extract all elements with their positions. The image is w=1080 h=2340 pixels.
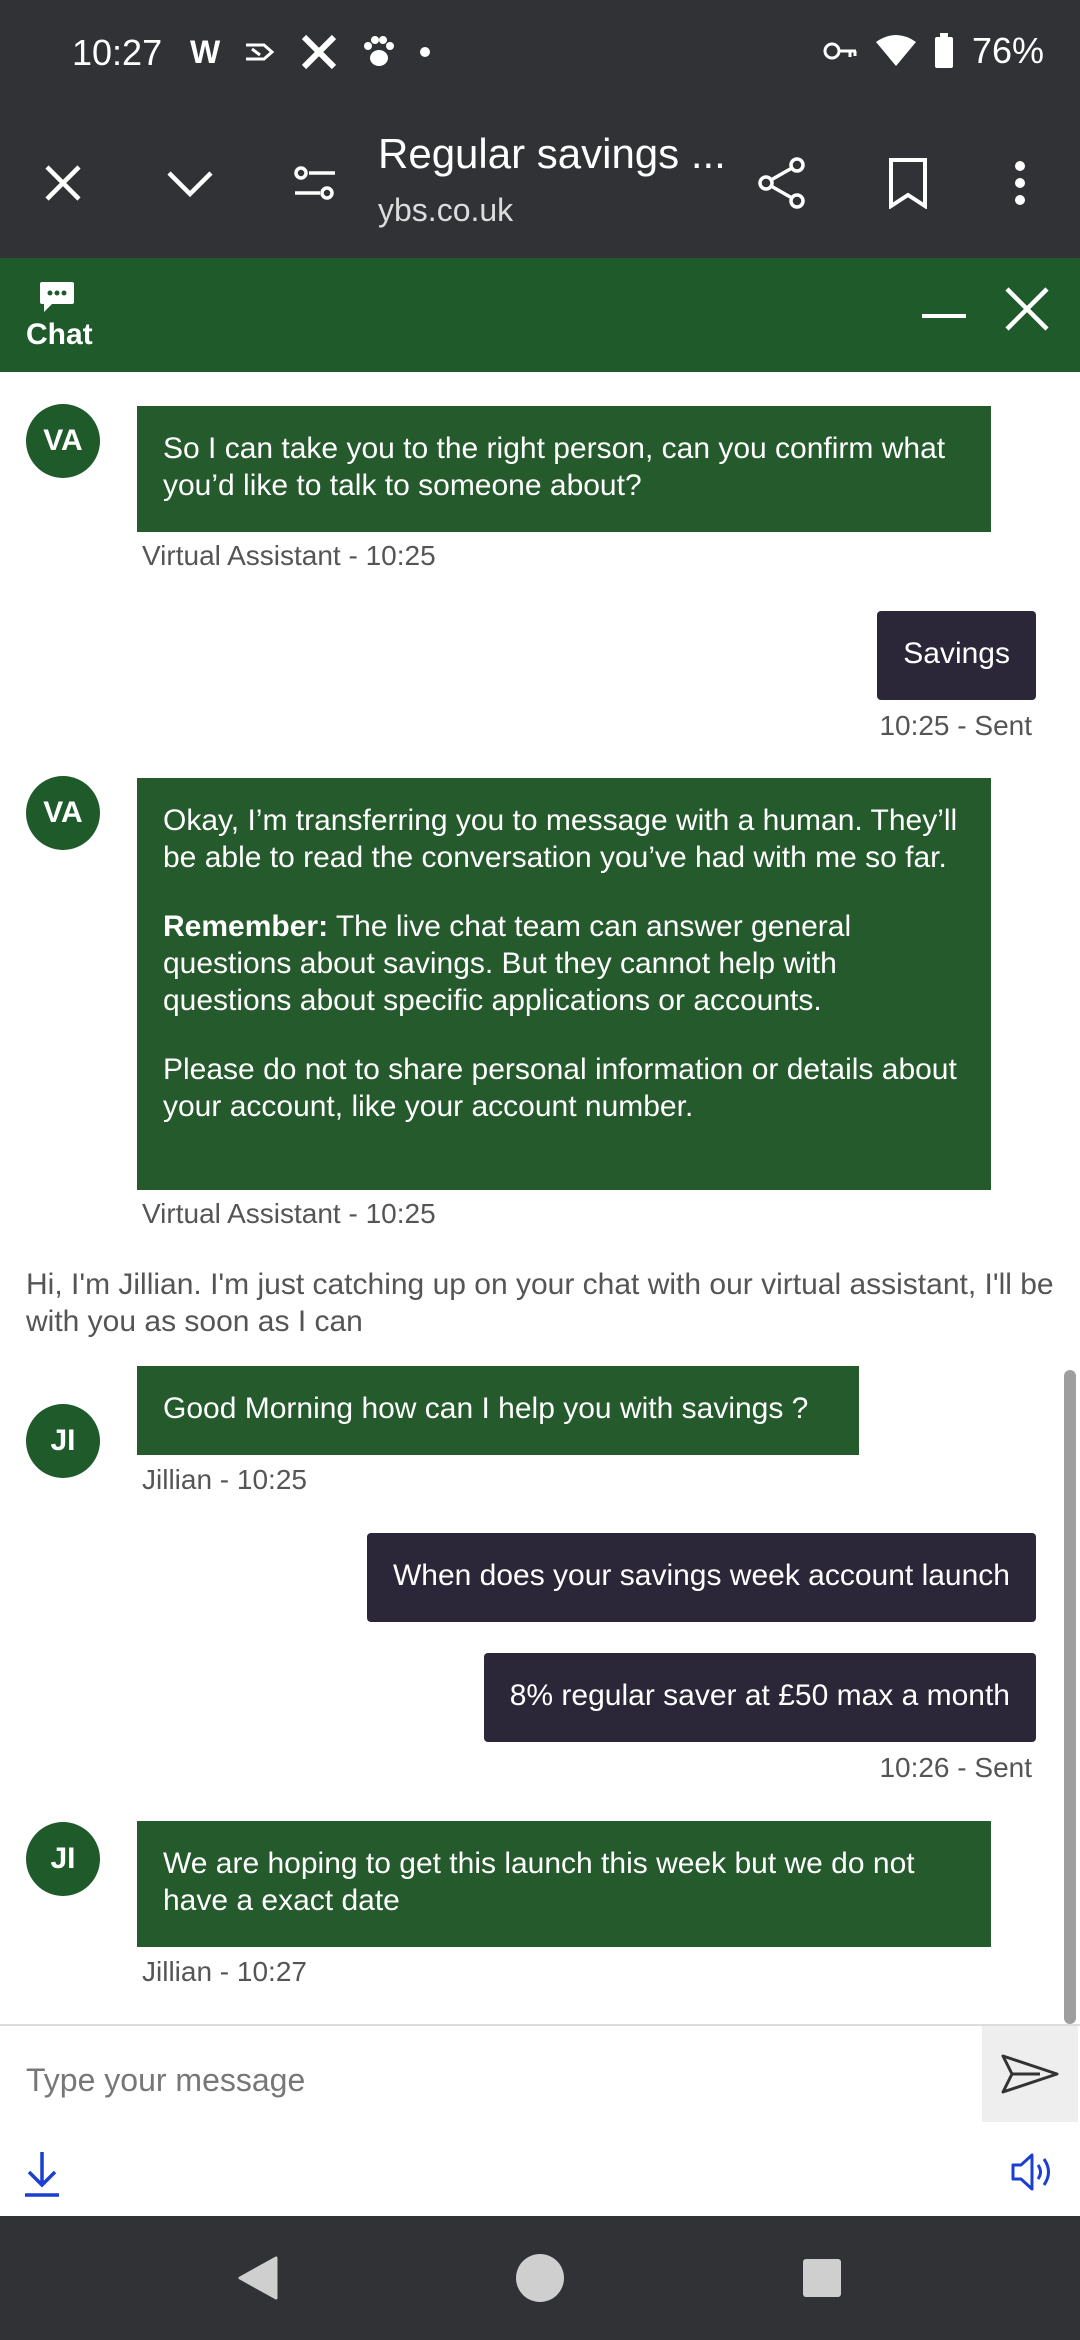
custom-tab-toolbar <box>0 108 1080 258</box>
user-message: Savings <box>877 611 1036 700</box>
avatar: JI <box>26 1404 100 1478</box>
home-icon <box>514 2252 566 2304</box>
message-meta: Jillian - 10:27 <box>142 1956 307 1987</box>
chat-header <box>0 258 1080 372</box>
recents-button[interactable] <box>790 2246 854 2310</box>
minimize-tab-button[interactable] <box>155 148 225 218</box>
bookmark-icon <box>888 157 928 209</box>
agent-message <box>137 1821 991 1947</box>
message-meta: 10:26 - Sent <box>879 1752 1032 1783</box>
tune-icon <box>293 165 337 201</box>
status-time: 10:27 <box>72 32 163 73</box>
navigation-bar <box>0 2216 1080 2340</box>
send-icon <box>1000 2053 1060 2095</box>
page-url[interactable]: ybs.co.uk <box>378 192 514 228</box>
message-text: The live chat team can answer general questions about savings. But they cannot help with questions about specific applications or accounts. <box>163 910 852 1017</box>
more-options-button[interactable] <box>985 148 1055 218</box>
message-composer <box>0 2024 1080 2216</box>
download-transcript-button[interactable] <box>22 2150 62 2203</box>
home-button[interactable] <box>508 2246 572 2310</box>
message-paragraph: Please do not to share personal information or details about your account, like your account number. <box>163 1053 957 1123</box>
battery-icon <box>934 33 954 69</box>
paw-icon <box>360 34 396 70</box>
share-icon <box>757 156 807 210</box>
system-icons <box>822 30 1044 72</box>
w-app-icon: W <box>190 34 221 70</box>
cursor-icon <box>242 37 278 67</box>
message-meta: Virtual Assistant - 10:25 <box>142 540 436 571</box>
share-button[interactable] <box>747 148 817 218</box>
message-text: So I can take you to the right person, can you confirm what you’d like to talk to someone about? <box>163 432 946 502</box>
message-meta: Virtual Assistant - 10:25 <box>142 1198 436 1229</box>
status-bar <box>0 0 1080 108</box>
chat-messages[interactable] <box>0 372 1080 2024</box>
wifi-icon <box>876 34 916 68</box>
close-icon <box>43 163 83 203</box>
chat-scrollbar[interactable] <box>1064 1370 1076 2024</box>
x-app-icon <box>300 33 338 71</box>
close-icon <box>1004 286 1050 332</box>
message-meta: Jillian - 10:25 <box>142 1464 307 1495</box>
user-message: 8% regular saver at £50 max a month <box>484 1653 1036 1742</box>
message-text: Good Morning how can I help you with savings ? <box>163 1392 809 1425</box>
user-message: When does your savings week account launch <box>367 1533 1036 1622</box>
download-icon <box>22 2150 62 2198</box>
message-input[interactable] <box>26 2050 966 2110</box>
speaker-icon <box>1010 2150 1058 2194</box>
message-text: We are hoping to get this launch this week but we do not have a exact date <box>163 1847 915 1917</box>
send-button[interactable] <box>982 2026 1078 2122</box>
audio-toggle-button[interactable] <box>1010 2150 1058 2199</box>
chevron-down-icon <box>166 168 214 198</box>
bookmark-button[interactable] <box>873 148 943 218</box>
system-message: Hi, I'm Jillian. I'm just catching up on your chat with our virtual assistant, I'll be with you as soon as I can <box>26 1268 1054 1338</box>
page-title[interactable]: Regular savings ... <box>378 130 726 177</box>
battery-level: 76% <box>971 30 1044 71</box>
back-button[interactable] <box>226 2246 290 2310</box>
chat-bubble-icon <box>38 280 76 314</box>
minimize-chat-button[interactable] <box>922 286 968 346</box>
agent-message <box>137 1366 859 1455</box>
remember-label: Remember: <box>163 910 329 943</box>
avatar: JI <box>26 1822 100 1896</box>
agent-message <box>137 778 991 1190</box>
key-icon <box>822 39 858 63</box>
message-meta: 10:25 - Sent <box>879 710 1032 741</box>
dot-icon <box>418 45 432 59</box>
recents-icon <box>801 2257 843 2299</box>
chat-title: Chat <box>26 318 93 351</box>
message-paragraph: Okay, I’m transferring you to message with a human. They’ll be able to read the conversation you’ve had with me so far. <box>163 804 958 874</box>
avatar: VA <box>26 776 100 850</box>
avatar: VA <box>26 404 100 478</box>
close-chat-button[interactable] <box>1004 286 1050 337</box>
more-vert-icon <box>1013 160 1027 206</box>
agent-message <box>137 406 991 532</box>
close-tab-button[interactable] <box>28 148 98 218</box>
back-icon <box>234 2254 282 2302</box>
notification-icons <box>190 30 432 74</box>
page-info-button[interactable] <box>280 148 350 218</box>
message-paragraph <box>163 908 965 1019</box>
